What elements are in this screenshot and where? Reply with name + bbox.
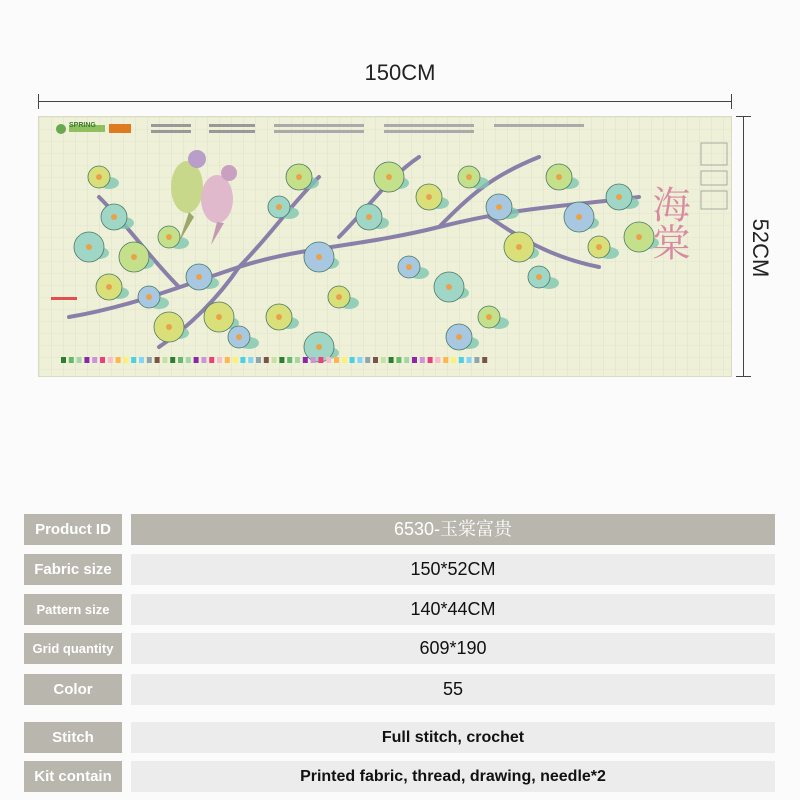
height-dimension-label: 52CM: [748, 218, 773, 278]
spec-row-grid-quantity: [24, 633, 775, 664]
width-dimension-label: 150CM: [364, 60, 436, 85]
spec-row-color: [24, 674, 775, 705]
spec-value: 55: [131, 674, 775, 705]
spec-label: Stitch: [24, 722, 122, 753]
color-swatch-strip: [61, 357, 487, 363]
spec-value: Full stitch, crochet: [131, 722, 775, 753]
spec-label: Product ID: [24, 514, 122, 545]
spec-row-kit-contain: [24, 761, 775, 792]
spec-value: 6530-玉棠富贵: [131, 514, 775, 545]
height-dimension-line: [743, 116, 744, 377]
spec-row-pattern-size: [24, 594, 775, 625]
spec-label: Grid quantity: [24, 633, 122, 664]
calligraphy-text: 海棠: [646, 185, 690, 261]
spec-row-fabric-size: [24, 554, 775, 585]
width-dimension-line: [38, 101, 732, 102]
pattern-preview-image: [38, 116, 732, 377]
spec-value: 150*52CM: [131, 554, 775, 585]
spec-label: Color: [24, 674, 122, 705]
spec-row-product-id: [24, 514, 775, 545]
spec-value: 609*190: [131, 633, 775, 664]
spec-label: Fabric size: [24, 554, 122, 585]
spec-row-stitch: [24, 722, 775, 753]
spec-value: 140*44CM: [131, 594, 775, 625]
spec-value: Printed fabric, thread, drawing, needle*2: [131, 761, 775, 792]
brand-logo-text: SPRING: [69, 122, 96, 129]
pattern-artwork: [39, 117, 732, 377]
spec-label: Pattern size: [24, 594, 122, 625]
spec-label: Kit contain: [24, 761, 122, 792]
